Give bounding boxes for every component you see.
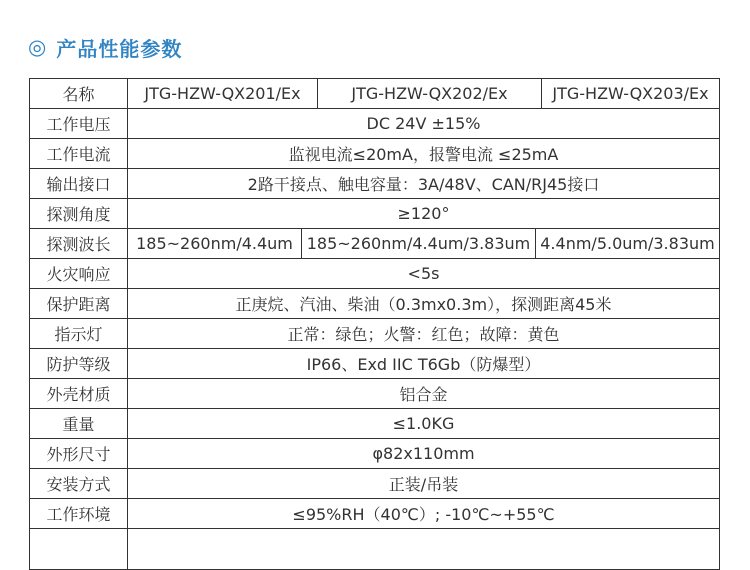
row-label: 探测角度 <box>30 199 128 229</box>
wavelength-cell: 185~260nm/4.4um/3.83um <box>302 229 536 259</box>
row-label: 外壳材质 <box>30 379 128 409</box>
row-value: φ82x110mm <box>128 439 720 469</box>
table-row-environment <box>30 499 720 529</box>
row-label: 工作电压 <box>30 109 128 139</box>
table-row-partial <box>30 529 720 570</box>
table-row-weight <box>30 409 720 439</box>
row-value: DC 24V ±15% <box>128 109 720 139</box>
row-label: 外形尺寸 <box>30 439 128 469</box>
row-value: ≤1.0KG <box>128 409 720 439</box>
table-row-indicator <box>30 319 720 349</box>
table-row-voltage <box>30 109 720 139</box>
row-label: 工作电流 <box>30 139 128 169</box>
section-header <box>28 33 182 62</box>
model-cell: JTG-HZW-QX202/Ex <box>318 79 542 109</box>
table-row-name <box>30 79 720 109</box>
row-value: 正庚烷、汽油、柴油（0.3mx0.3m），探测距离45米 <box>128 289 720 319</box>
page-title: 产品性能参数 <box>56 37 183 61</box>
row-value: ≤95%RH（40℃）; -10℃~+55℃ <box>128 499 720 529</box>
row-label: 防护等级 <box>30 349 128 379</box>
row-value: 监视电流≤20mA，报警电流 ≤25mA <box>128 139 720 169</box>
row-label: 名称 <box>30 79 128 109</box>
row-label: 输出接口 <box>30 169 128 199</box>
table-row-output <box>30 169 720 199</box>
table-row-wavelength <box>30 229 720 259</box>
wavelength-cell: 185~260nm/4.4um <box>128 229 302 259</box>
row-value: 铝合金 <box>128 379 720 409</box>
row-label: 火灾响应 <box>30 259 128 289</box>
row-label: 探测波长 <box>30 229 128 259</box>
table-row-size <box>30 439 720 469</box>
table-row-response <box>30 259 720 289</box>
row-value: 正装/吊装 <box>128 469 720 499</box>
row-label: 重量 <box>30 409 128 439</box>
row-value: 2路干接点、触电容量：3A/48V、CAN/RJ45接口 <box>128 169 720 199</box>
row-label: 工作环境 <box>30 499 128 529</box>
row-label: 指示灯 <box>30 319 128 349</box>
wavelength-cell: 4.4nm/5.0um/3.83um <box>536 229 720 259</box>
table-row-distance <box>30 289 720 319</box>
product-spec-table <box>29 78 720 570</box>
row-label <box>30 529 128 570</box>
table-row-material <box>30 379 720 409</box>
row-label: 安装方式 <box>30 469 128 499</box>
row-value <box>128 529 720 570</box>
model-cell: JTG-HZW-QX203/Ex <box>542 79 720 109</box>
table-row-protection <box>30 349 720 379</box>
row-label: 保护距离 <box>30 289 128 319</box>
model-cell: JTG-HZW-QX201/Ex <box>128 79 318 109</box>
table-row-current <box>30 139 720 169</box>
row-value: 正常：绿色；火警：红色；故障：黄色 <box>128 319 720 349</box>
row-value: ≥120° <box>128 199 720 229</box>
table-row-angle <box>30 199 720 229</box>
table-row-mounting <box>30 469 720 499</box>
bullseye-icon: ◎ <box>28 35 48 59</box>
row-value: IP66、Exd IIC T6Gb（防爆型） <box>128 349 720 379</box>
row-value: <5s <box>128 259 720 289</box>
